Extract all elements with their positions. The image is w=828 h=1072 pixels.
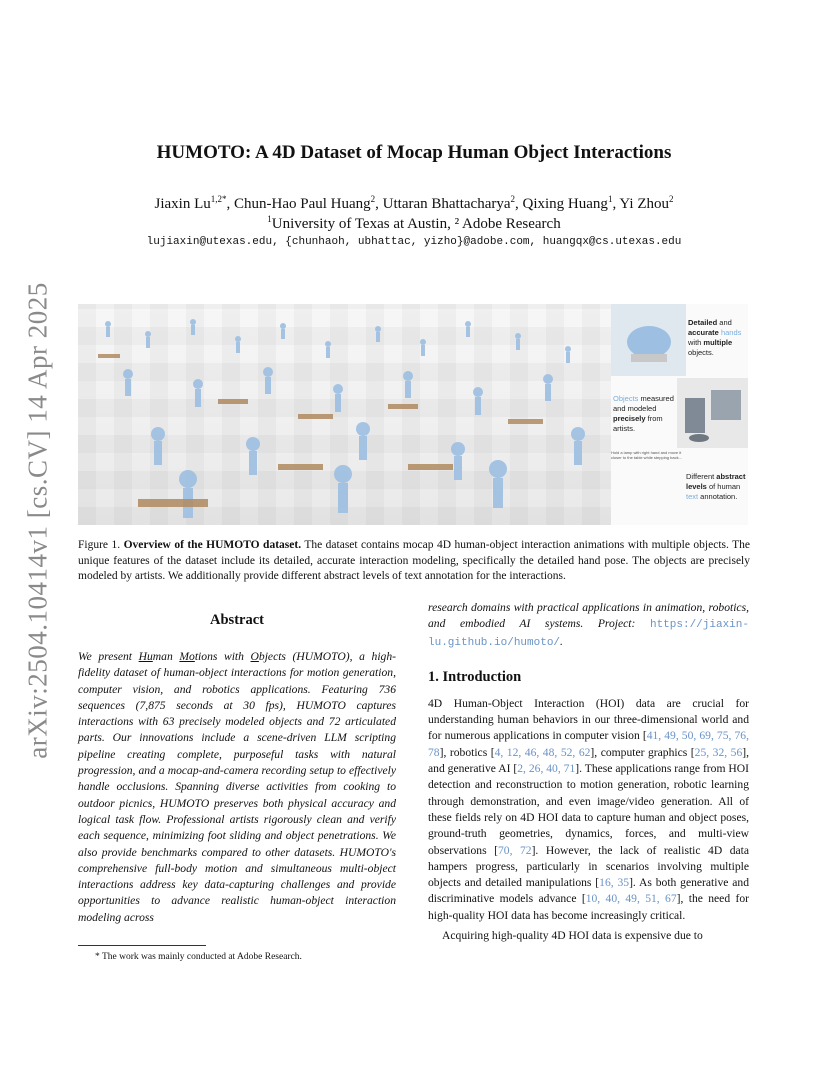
human-figure	[451, 442, 465, 480]
text-annotation-sample: Hold a lamp with right hand and move it closer to the table while stepping back...	[611, 450, 682, 460]
author-name: Jiaxin Lu	[154, 196, 211, 212]
author-name: Yi Zhou	[619, 196, 669, 212]
citation-link[interactable]: 16, 35	[599, 876, 630, 890]
human-figure	[420, 339, 426, 356]
hand-closeup-image	[611, 304, 686, 376]
author-emails: lujiaxin@utexas.edu, {chunhaoh, ubhattac, yizho}@adobe.com, huangqx@cs.utexas.edu	[146, 236, 682, 248]
paper-title: HUMOTO: A 4D Dataset of Mocap Human Object Interactions	[156, 142, 672, 163]
citation-link[interactable]: 41, 49, 50, 69, 75, 76, 78	[428, 729, 749, 759]
author-name: Uttaran Bhattacharya	[382, 196, 511, 212]
human-figure	[235, 336, 241, 353]
human-figure	[263, 367, 273, 394]
caption-text-annotation: Different abstract levels of human text annotation.	[686, 472, 746, 501]
table-object	[138, 499, 208, 507]
teaser-side-panel	[611, 304, 748, 525]
figure-caption: Figure 1. Overview of the HUMOTO dataset. The dataset contains mocap 4D human-object interaction animations with multiple objects. The unique features of the dataset include its detailed, accurate interaction modeling, specifically the detailed hand pose. The objects are precisely modeled by artists. We additionally provide different abstract levels of text annotation for the interactions.	[78, 539, 751, 582]
object-models-illustration	[677, 378, 748, 448]
author-list: Jiaxin $Lu^{1,2*}$, Chun-Hao Paul Huang$^2$, Uttaran Bhattacharya$^2$, Qixing Huang$^1$, Yi Zhou$^2$	[154, 194, 674, 212]
human-figure	[145, 331, 151, 348]
human-figure	[105, 321, 111, 337]
human-figure	[403, 371, 413, 398]
table-object	[278, 464, 323, 470]
human-figure	[123, 369, 133, 396]
human-figure	[356, 422, 370, 460]
footnote-rule	[78, 945, 206, 946]
table-object	[98, 354, 120, 358]
intro-paragraph-2: Acquiring high-quality 4D HOI data is expensive due to	[442, 929, 703, 943]
human-figure	[246, 437, 260, 475]
human-figure	[473, 387, 483, 415]
teaser-figure	[78, 304, 748, 525]
human-figure	[571, 427, 585, 465]
introduction-heading: 1. Introduction	[428, 668, 522, 685]
table-object	[408, 464, 453, 470]
caption-objects: Objects measured and modeled precisely from artists.	[613, 394, 674, 433]
human-figure	[375, 326, 381, 342]
scene-illustration	[78, 304, 611, 525]
footnote: * The work was mainly conducted at Adobe Research.	[95, 952, 302, 962]
abstract-text: We present Human Motions with Objects (HUMOTO), a high-fidelity dataset of human-object interactions for motion generation, computer vision, and robotics applications. Featuring 736 sequences (7,875 seconds at 30 fps), HUMOTO captures interactions with 63 precisely modeled objects and 72 articulated parts. Our innovations include a scene-driven LLM scripting pipeline creating complete, purposeful tasks with natural progression, and a mocap-and-camera recording setup to effectively handle occlusions. Spanning diverse activities from cooking to outdoor picnics, HUMOTO preserves both physical accuracy and logical task flow. Professional artists rigorously clean and verify each sequence, minimizing foot sliding and object penetrations. We also provide benchmarks compared to other datasets. HUMOTO's comprehensive full-body motion and simultaneous multi-object interactions address key data-capturing challenges and provide opportunities to advance realistic human-object interaction modeling across	[78, 650, 396, 924]
human-figure	[565, 346, 571, 363]
citation-link[interactable]: 4, 12, 46, 48, 52, 62	[494, 745, 591, 759]
human-figure	[515, 333, 521, 350]
citation-link[interactable]: 10, 40, 49, 51, 67	[585, 892, 677, 906]
abstract-continuation: research domains with practical applications in animation, robotics, and embodied AI systems. Project: https://jiaxin-lu.github.io/humoto/.	[428, 601, 749, 649]
human-figure	[489, 460, 507, 508]
hand-illustration	[611, 304, 686, 376]
project-link[interactable]: https://jiaxin-lu.github.io/humoto/	[428, 619, 749, 649]
table-object	[388, 404, 418, 409]
human-figure	[465, 321, 471, 337]
human-figure	[179, 470, 197, 518]
abstract-heading: Abstract	[210, 612, 264, 628]
citation-link[interactable]: 2, 26, 40, 71	[517, 762, 576, 776]
human-figure	[325, 341, 331, 358]
affiliations: $^1$University of Texas at Austin, ² Adobe Research	[267, 214, 561, 232]
author-name: Chun-Hao Paul Huang	[234, 196, 371, 212]
caption-hands: Detailed and accurate hands with multiple objects.	[688, 318, 742, 357]
human-figure	[280, 323, 286, 339]
object-models-image	[677, 378, 748, 448]
table-object	[508, 419, 543, 424]
human-figure	[334, 465, 352, 513]
table-object	[298, 414, 333, 419]
human-figure	[190, 319, 196, 335]
human-figure	[193, 379, 203, 407]
arxiv-identifier	[8, 281, 68, 759]
right-column	[428, 600, 749, 944]
human-figure	[543, 374, 553, 401]
human-figure	[333, 384, 343, 412]
citation-link[interactable]: 25, 32, 56	[694, 745, 743, 759]
abstract-column	[78, 612, 396, 926]
arxiv-identifier-text: arXiv:2504.10414v1 [cs.CV] 14 Apr 2025	[22, 281, 53, 759]
intro-paragraph: 4D Human-Object Interaction (HOI) data are crucial for understanding human behaviors in our three-dimensional world and for numerous applications in computer vision [41, 49, 50, 69, 75, 76, 78], robotics [4, 12, 46, 48, 52, 62], computer graphics [25, 32, 56], and generative AI [2, 26, 40, 71]. These applications range from HOI detection and reconstruction to motion generation, robotic learning through demonstration, and even image/video generation. All of these fields rely on 4D HOI data to capture human and object poses, ground-truth geometries, dynamics, forces, and multi-view observations [70, 72]. However, the lack of realistic 4D data hampers progress, particularly in scenarios involving multiple objects and detailed manipulations [16, 35]. As both generative and discriminative models advance [10, 40, 49, 51, 67], the need for high-quality HOI data has become increasingly critical.	[428, 696, 750, 922]
scene-render	[78, 304, 611, 525]
citation-link[interactable]: 70, 72	[497, 843, 532, 857]
table-object	[218, 399, 248, 404]
human-figure	[151, 427, 165, 465]
author-name: Qixing Huang	[522, 196, 608, 212]
